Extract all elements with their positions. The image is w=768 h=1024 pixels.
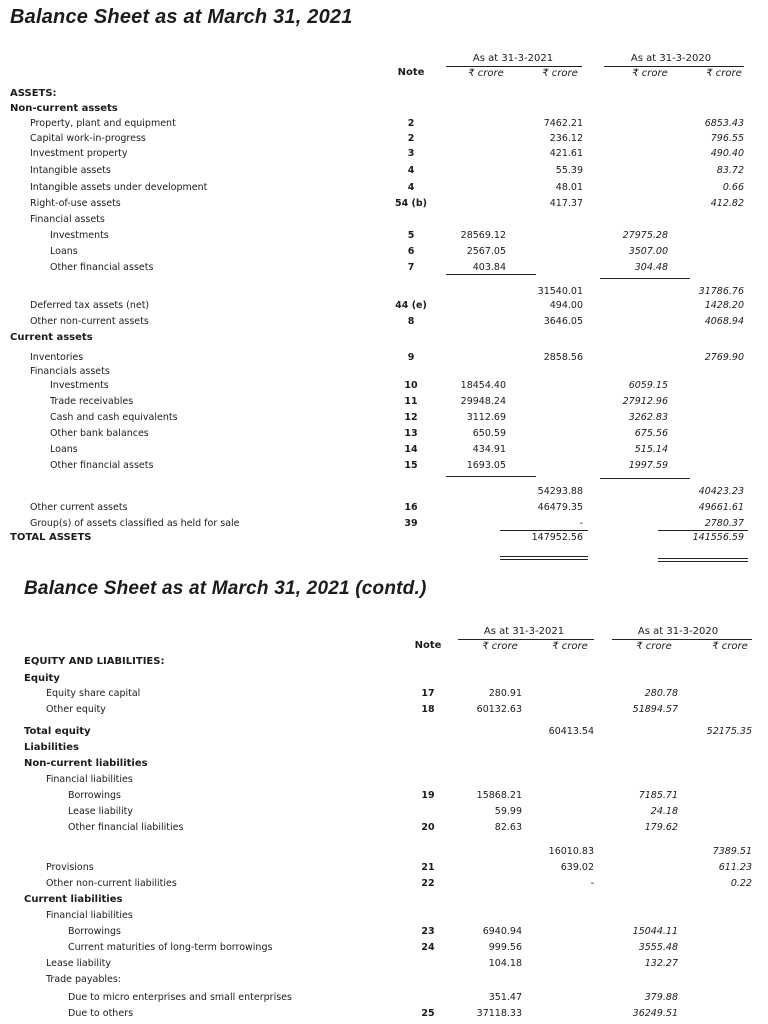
amount-c2: 236.12 bbox=[549, 133, 583, 144]
row-label: Current liabilities bbox=[24, 894, 123, 905]
amount-c4: 0.22 bbox=[730, 878, 752, 889]
unit-header: ₹ crore bbox=[632, 68, 668, 79]
table-row bbox=[0, 860, 768, 875]
amount-c1: 29948.24 bbox=[460, 396, 506, 407]
note-ref: 23 bbox=[421, 926, 435, 937]
amount-c2: 60413.54 bbox=[548, 726, 594, 737]
row-label: Lease liability bbox=[46, 958, 112, 969]
amount-c3: 51894.57 bbox=[632, 704, 678, 715]
amount-c2: 31540.01 bbox=[537, 286, 583, 297]
period-prior-rule bbox=[612, 639, 752, 640]
total-rule bbox=[658, 530, 748, 531]
table-row bbox=[0, 990, 768, 1005]
amount-c3: 7185.71 bbox=[638, 790, 678, 801]
table-row bbox=[0, 908, 768, 923]
note-ref: 9 bbox=[407, 352, 415, 363]
table-row bbox=[0, 516, 768, 531]
table-row bbox=[0, 180, 768, 195]
note-ref: 44 (e) bbox=[395, 300, 427, 311]
page-title: Balance Sheet as at March 31, 2021 bbox=[10, 6, 353, 28]
period-current-rule bbox=[446, 66, 582, 67]
table-row bbox=[0, 196, 768, 211]
table-row bbox=[0, 804, 768, 819]
note-ref: 5 bbox=[407, 230, 415, 241]
amount-c2: 494.00 bbox=[549, 300, 583, 311]
period-prior-header: As at 31-3-2020 bbox=[630, 53, 712, 64]
table-row bbox=[0, 756, 768, 771]
amount-c2: - bbox=[579, 518, 583, 529]
amount-c3: 15044.11 bbox=[632, 926, 678, 937]
amount-c1: 3112.69 bbox=[466, 412, 506, 423]
amount-c2: 2858.56 bbox=[543, 352, 583, 363]
table-row bbox=[0, 654, 768, 669]
row-label: Financial assets bbox=[30, 214, 105, 225]
period-current-header: As at 31-3-2021 bbox=[472, 53, 554, 64]
amount-c3: 36249.51 bbox=[632, 1008, 678, 1019]
row-label: Deferred tax assets (net) bbox=[30, 300, 150, 311]
table-row bbox=[0, 892, 768, 907]
row-label: Intangible assets under development bbox=[30, 182, 208, 193]
row-label: Borrowings bbox=[68, 926, 121, 937]
row-label: Investments bbox=[50, 230, 109, 241]
table-row bbox=[0, 702, 768, 717]
row-label: Other non-current assets bbox=[30, 316, 149, 327]
amount-c3: 132.27 bbox=[644, 958, 678, 969]
row-label: Loans bbox=[50, 246, 78, 257]
amount-c1: 37118.33 bbox=[476, 1008, 522, 1019]
table-row bbox=[0, 940, 768, 955]
table-row bbox=[0, 426, 768, 441]
note-ref: 54 (b) bbox=[394, 198, 428, 209]
table-row bbox=[0, 1006, 768, 1021]
row-label: Other financial liabilities bbox=[68, 822, 184, 833]
total-double-rule bbox=[658, 558, 748, 562]
row-label: Borrowings bbox=[68, 790, 121, 801]
amount-c1: 60132.63 bbox=[476, 704, 522, 715]
subtotal-rule bbox=[600, 478, 690, 479]
table-row bbox=[0, 330, 768, 345]
row-label: Financial liabilities bbox=[46, 774, 133, 785]
table-row bbox=[0, 820, 768, 835]
period-current-rule bbox=[458, 639, 594, 640]
amount-c1: 28569.12 bbox=[460, 230, 506, 241]
note-ref: 15 bbox=[404, 460, 418, 471]
table-row bbox=[0, 228, 768, 243]
row-label: Equity bbox=[24, 673, 60, 684]
note-ref: 2 bbox=[407, 133, 415, 144]
amount-c4: 40423.23 bbox=[698, 486, 744, 497]
table-row bbox=[0, 394, 768, 409]
period-current-header: As at 31-3-2021 bbox=[483, 626, 565, 637]
amount-c2: 417.37 bbox=[549, 198, 583, 209]
row-label: Other current assets bbox=[30, 502, 128, 513]
period-prior-rule bbox=[604, 66, 744, 67]
unit-header: ₹ crore bbox=[482, 641, 518, 652]
row-label: Investments bbox=[50, 380, 109, 391]
row-label: Current maturities of long-term borrowings bbox=[68, 942, 273, 953]
table-row bbox=[0, 956, 768, 971]
amount-c3: 3507.00 bbox=[628, 246, 668, 257]
amount-c3: 280.78 bbox=[644, 688, 678, 699]
note-ref: 4 bbox=[407, 182, 415, 193]
amount-c4: 412.82 bbox=[710, 198, 744, 209]
table-row bbox=[0, 101, 768, 116]
amount-c3: 3555.48 bbox=[638, 942, 678, 953]
table-row bbox=[0, 131, 768, 146]
table-row bbox=[0, 876, 768, 891]
table-row bbox=[0, 116, 768, 131]
table-row bbox=[0, 442, 768, 457]
amount-c4: 0.66 bbox=[722, 182, 744, 193]
note-ref: 19 bbox=[421, 790, 435, 801]
row-label: Inventories bbox=[30, 352, 84, 363]
row-label: Trade payables: bbox=[46, 974, 121, 985]
row-label: Property, plant and equipment bbox=[30, 118, 176, 129]
amount-c4: 7389.51 bbox=[712, 846, 752, 857]
table-row bbox=[0, 284, 768, 299]
note-ref: 3 bbox=[407, 148, 415, 159]
row-label: Financial liabilities bbox=[46, 910, 133, 921]
row-label: Provisions bbox=[46, 862, 94, 873]
table-row bbox=[0, 844, 768, 859]
table-row bbox=[0, 972, 768, 987]
amount-c2: 48.01 bbox=[555, 182, 583, 193]
amount-c1: 434.91 bbox=[472, 444, 506, 455]
amount-c3: 1997.59 bbox=[628, 460, 668, 471]
note-ref: 12 bbox=[404, 412, 418, 423]
amount-c2: 639.02 bbox=[560, 862, 594, 873]
table-row bbox=[0, 378, 768, 393]
row-label: Loans bbox=[50, 444, 78, 455]
note-ref: 6 bbox=[407, 246, 415, 257]
row-label: Other financial assets bbox=[50, 460, 154, 471]
row-label: Non-current assets bbox=[10, 103, 118, 114]
note-ref: 25 bbox=[421, 1008, 435, 1019]
row-label: Due to others bbox=[68, 1008, 134, 1019]
table-row bbox=[0, 146, 768, 161]
table-row bbox=[0, 298, 768, 313]
unit-header: ₹ crore bbox=[636, 641, 672, 652]
amount-c2: 16010.83 bbox=[548, 846, 594, 857]
amount-c4: 6853.43 bbox=[704, 118, 744, 129]
amount-c3: 304.48 bbox=[634, 262, 668, 273]
row-label: Other bank balances bbox=[50, 428, 149, 439]
amount-c4: 141556.59 bbox=[692, 532, 744, 543]
note-ref: 2 bbox=[407, 118, 415, 129]
unit-header: ₹ crore bbox=[468, 68, 504, 79]
amount-c2: 55.39 bbox=[555, 165, 583, 176]
row-label: Other equity bbox=[46, 704, 106, 715]
amount-c4: 796.55 bbox=[710, 133, 744, 144]
amount-c3: 27912.96 bbox=[622, 396, 668, 407]
note-ref: 21 bbox=[421, 862, 435, 873]
amount-c4: 4068.94 bbox=[704, 316, 744, 327]
note-column-header: Note bbox=[414, 640, 442, 651]
amount-c2: 46479.35 bbox=[537, 502, 583, 513]
amount-c2: 7462.21 bbox=[543, 118, 583, 129]
table-row bbox=[0, 163, 768, 178]
amount-c1: 2567.05 bbox=[466, 246, 506, 257]
amount-c3: 3262.83 bbox=[628, 412, 668, 423]
amount-c4: 83.72 bbox=[716, 165, 744, 176]
subtotal-rule bbox=[600, 278, 690, 279]
row-label: Other non-current liabilities bbox=[46, 878, 177, 889]
amount-c4: 52175.35 bbox=[706, 726, 752, 737]
amount-c2: 3646.05 bbox=[543, 316, 583, 327]
unit-header: ₹ crore bbox=[706, 68, 742, 79]
table-row bbox=[0, 686, 768, 701]
table-row bbox=[0, 244, 768, 259]
amount-c4: 2780.37 bbox=[704, 518, 744, 529]
amount-c4: 611.23 bbox=[718, 862, 752, 873]
subtotal-rule bbox=[446, 476, 536, 477]
row-label: Group(s) of assets classified as held for sale bbox=[30, 518, 240, 529]
amount-c1: 351.47 bbox=[488, 992, 522, 1003]
unit-header: ₹ crore bbox=[542, 68, 578, 79]
row-label: EQUITY AND LIABILITIES: bbox=[24, 656, 165, 667]
amount-c3: 6059.15 bbox=[628, 380, 668, 391]
table-row bbox=[0, 772, 768, 787]
unit-header: ₹ crore bbox=[712, 641, 748, 652]
row-label: Current assets bbox=[10, 332, 93, 343]
row-label: Trade receivables bbox=[50, 396, 134, 407]
table-row bbox=[0, 530, 768, 545]
table-row bbox=[0, 458, 768, 473]
amount-c1: 280.91 bbox=[488, 688, 522, 699]
amount-c1: 1693.05 bbox=[466, 460, 506, 471]
row-label: Investment property bbox=[30, 148, 128, 159]
table-row bbox=[0, 86, 768, 101]
amount-c1: 59.99 bbox=[494, 806, 522, 817]
table-row bbox=[0, 260, 768, 275]
amount-c4: 1428.20 bbox=[704, 300, 744, 311]
table-row bbox=[0, 484, 768, 499]
table-row bbox=[0, 924, 768, 939]
row-label: Non-current liabilities bbox=[24, 758, 148, 769]
amount-c1: 999.56 bbox=[488, 942, 522, 953]
unit-header: ₹ crore bbox=[552, 641, 588, 652]
table-row bbox=[0, 788, 768, 803]
amount-c3: 515.14 bbox=[634, 444, 668, 455]
row-label: Liabilities bbox=[24, 742, 79, 753]
amount-c4: 49661.61 bbox=[698, 502, 744, 513]
note-ref: 20 bbox=[421, 822, 435, 833]
table-row bbox=[0, 740, 768, 755]
amount-c1: 15868.21 bbox=[476, 790, 522, 801]
row-label: TOTAL ASSETS bbox=[10, 532, 92, 543]
row-label: Intangible assets bbox=[30, 165, 111, 176]
amount-c4: 490.40 bbox=[710, 148, 744, 159]
note-ref: 11 bbox=[404, 396, 418, 407]
table-row bbox=[0, 724, 768, 739]
row-label: Total equity bbox=[24, 726, 91, 737]
row-label: Right-of-use assets bbox=[30, 198, 121, 209]
row-label: Lease liability bbox=[68, 806, 134, 817]
note-ref: 13 bbox=[404, 428, 418, 439]
note-ref: 39 bbox=[404, 518, 418, 529]
amount-c3: 24.18 bbox=[650, 806, 678, 817]
amount-c1: 82.63 bbox=[494, 822, 522, 833]
table-row bbox=[0, 364, 768, 379]
row-label: Equity share capital bbox=[46, 688, 141, 699]
note-column-header: Note bbox=[397, 67, 425, 78]
amount-c3: 27975.28 bbox=[622, 230, 668, 241]
table-row bbox=[0, 314, 768, 329]
table-row bbox=[0, 212, 768, 227]
amount-c3: 379.88 bbox=[644, 992, 678, 1003]
row-label: Due to micro enterprises and small enterprises bbox=[68, 992, 292, 1003]
amount-c1: 403.84 bbox=[472, 262, 506, 273]
note-ref: 16 bbox=[404, 502, 418, 513]
note-ref: 24 bbox=[421, 942, 435, 953]
amount-c1: 650.59 bbox=[472, 428, 506, 439]
row-label: Financials assets bbox=[30, 366, 110, 377]
note-ref: 7 bbox=[407, 262, 415, 273]
amount-c2: - bbox=[590, 878, 594, 889]
table-row bbox=[0, 350, 768, 365]
row-label: ASSETS: bbox=[10, 88, 57, 99]
note-ref: 8 bbox=[407, 316, 415, 327]
row-label: Other financial assets bbox=[50, 262, 154, 273]
amount-c1: 104.18 bbox=[488, 958, 522, 969]
subtotal-rule bbox=[446, 274, 536, 275]
amount-c1: 6940.94 bbox=[482, 926, 522, 937]
note-ref: 18 bbox=[421, 704, 435, 715]
amount-c2: 54293.88 bbox=[537, 486, 583, 497]
table-row bbox=[0, 500, 768, 515]
total-rule bbox=[500, 530, 588, 531]
section-title: Balance Sheet as at March 31, 2021 (contd.) bbox=[24, 578, 427, 599]
amount-c1: 18454.40 bbox=[460, 380, 506, 391]
table-row bbox=[0, 671, 768, 686]
amount-c3: 675.56 bbox=[634, 428, 668, 439]
amount-c2: 147952.56 bbox=[531, 532, 583, 543]
note-ref: 4 bbox=[407, 165, 415, 176]
amount-c4: 31786.76 bbox=[698, 286, 744, 297]
note-ref: 22 bbox=[421, 878, 435, 889]
amount-c3: 179.62 bbox=[644, 822, 678, 833]
amount-c4: 2769.90 bbox=[704, 352, 744, 363]
note-ref: 14 bbox=[404, 444, 418, 455]
row-label: Capital work-in-progress bbox=[30, 133, 146, 144]
row-label: Cash and cash equivalents bbox=[50, 412, 178, 423]
table-row bbox=[0, 410, 768, 425]
total-double-rule bbox=[500, 556, 588, 560]
amount-c2: 421.61 bbox=[549, 148, 583, 159]
note-ref: 17 bbox=[421, 688, 435, 699]
note-ref: 10 bbox=[404, 380, 418, 391]
period-prior-header: As at 31-3-2020 bbox=[637, 626, 719, 637]
